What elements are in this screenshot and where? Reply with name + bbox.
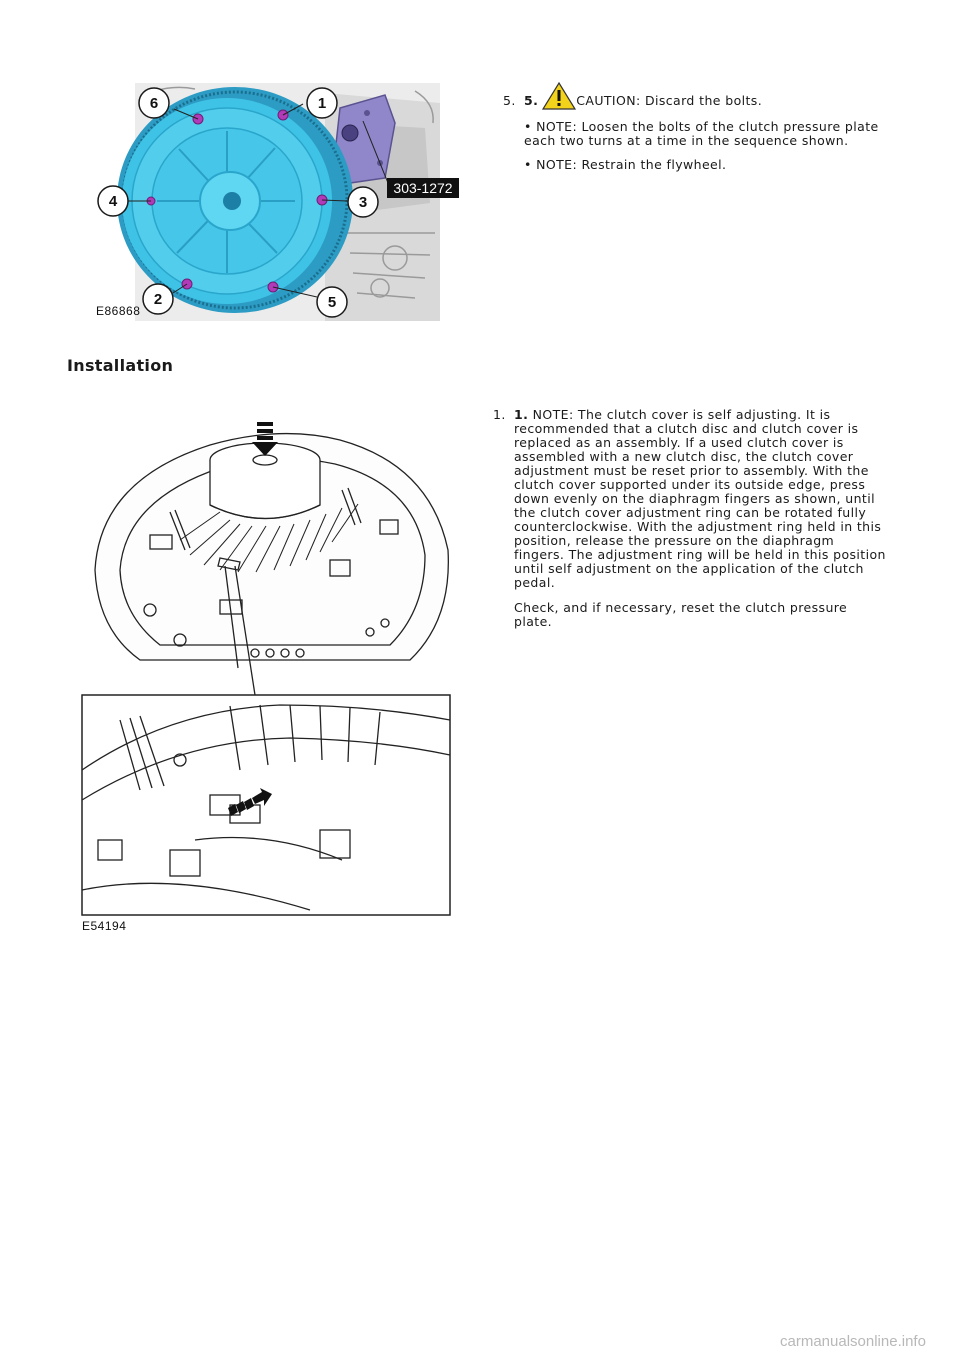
flywheel-illustration [95,83,465,321]
figure-code-2: E54194 [82,919,127,933]
step-1-number: 1. [493,407,506,422]
step-1-instruction [514,408,886,590]
note-loosen-bolts: • NOTE: Loosen the bolts of the clutch pressure plate each two turns at a time in the sequence shown. [524,119,879,148]
callout-1: 1 [317,95,327,112]
tool-number-label: 303-1272 [393,180,453,196]
section-heading-installation: Installation [67,356,174,375]
note-restrain-flywheel: • NOTE: Restrain the flywheel. [524,157,727,172]
callout-5: 5 [327,294,337,311]
callout-6: 6 [149,95,159,112]
callout-2: 2 [153,291,163,308]
clutch-cover-illustration [80,420,455,940]
figure-flywheel [95,83,465,321]
step-1-block [514,408,886,629]
step-5-block [524,80,894,172]
callout-3: 3 [358,194,368,211]
step-1-check: Check, and if necessary, reset the clutch pressure plate. [514,600,848,629]
step-5-label: 5. [524,93,539,108]
caution-text: CAUTION: Discard the bolts. [576,93,763,108]
watermark-text: carmanualsonline.info [780,1333,926,1350]
figure-code: E86868 [96,304,141,318]
callout-4: 4 [108,193,118,210]
caution-icon [542,82,576,110]
step-5-number: 5. [503,93,516,108]
step-1-label: 1. [514,407,529,422]
step-1-note: NOTE: The clutch cover is self adjusting. It is recommended that a clutch disc and clutch cover is replaced as an assembly. If a used clutch cover is assembled with a new clutch disc, the clutch cover adjustment must be reset prior to assembly. With the clutch cover supported under its outside edge, press down evenly on the diaphragm fingers as shown, until the clutch cover adjustment ring can be rotated fully counterclockwise. With the adjustment ring held in this position, release the pressure on the diaphragm fingers. The adjustment ring will be held in this position until self adjustment on the application of the clutch pedal. [514,407,886,590]
figure-clutch-cover [80,420,455,940]
